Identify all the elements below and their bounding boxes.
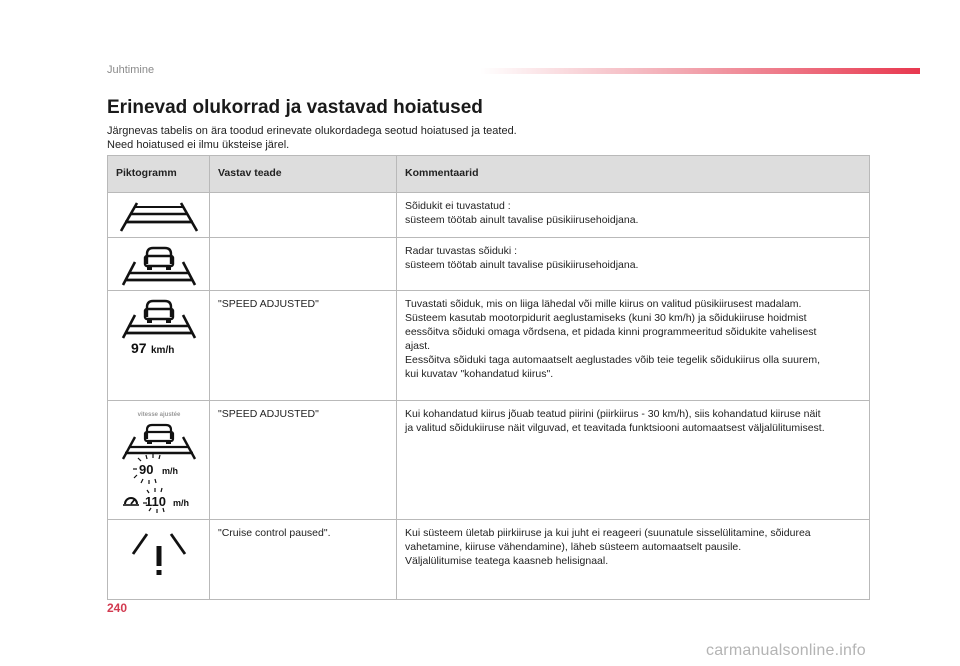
comment-line: Sõidukit ei tuvastatud : bbox=[405, 200, 511, 212]
column-header: Piktogramm bbox=[108, 156, 210, 193]
message-cell bbox=[210, 238, 397, 291]
vehicle-speed-icon bbox=[119, 297, 199, 357]
vehicle-detected-icon bbox=[119, 244, 199, 286]
cruise-paused-warning-icon bbox=[119, 526, 199, 578]
intro-text bbox=[107, 124, 517, 152]
comment-line: Kui süsteem ületab piirkiiruse ja kui juht ei reageeri (suunatule sisselülitamine, sõidurea bbox=[405, 527, 811, 539]
message-cell: "Cruise control paused". bbox=[210, 520, 397, 600]
table-row bbox=[108, 401, 870, 520]
section-label: Juhtimine bbox=[107, 64, 155, 76]
pictogram-cell bbox=[108, 193, 210, 238]
watermark[interactable]: carmanualsonline.info bbox=[706, 642, 866, 659]
intro-line: Järgnevas tabelis on ära toodud erinevate olukordadega seotud hoiatused ja teated. bbox=[107, 125, 517, 137]
intro-line: Need hoiatused ei ilmu üksteise järel. bbox=[107, 139, 290, 151]
comment-cell bbox=[397, 401, 870, 520]
comment-line: Tuvastati sõiduk, mis on liiga lähedal või mille kiirus on valitud püsikiirusest madalam. bbox=[405, 298, 802, 310]
table-row bbox=[108, 291, 870, 401]
message-cell bbox=[210, 193, 397, 238]
speed-value: 90 bbox=[138, 462, 153, 477]
table-header-row bbox=[108, 156, 870, 193]
lane-lines-icon bbox=[119, 199, 199, 233]
header-accent-bar bbox=[480, 68, 920, 74]
pictogram-cell bbox=[108, 238, 210, 291]
message-cell: "SPEED ADJUSTED" bbox=[210, 291, 397, 401]
comment-line: eessõitva sõiduki omaga võrdsena, et pidada kinni programmeeritud sõidukite vahelisest bbox=[405, 326, 817, 338]
comment-line: Kui kohandatud kiirus jõuab teatud piirini (piirkiirus - 30 km/h), siis kohandatud kiiruse näit bbox=[405, 408, 821, 420]
icon-caption: vitesse ajustée bbox=[137, 412, 180, 418]
speed-value: 110 bbox=[144, 494, 166, 509]
table-row bbox=[108, 193, 870, 238]
speed-unit: km/h bbox=[150, 345, 174, 356]
comment-line: Radar tuvastas sõiduki : bbox=[405, 245, 518, 257]
cruise-control-icon bbox=[123, 498, 139, 505]
comment-cell bbox=[397, 520, 870, 600]
page-number: 240 bbox=[107, 601, 128, 615]
pictogram-cell bbox=[108, 520, 210, 600]
table-row bbox=[108, 238, 870, 291]
speed-limit-blink-icon bbox=[117, 407, 201, 515]
pictogram-cell bbox=[108, 401, 210, 520]
comment-cell bbox=[397, 238, 870, 291]
warnings-table bbox=[107, 155, 870, 600]
comment-line: süsteem töötab ainult tavalise püsikiirusehoidjana. bbox=[405, 259, 639, 271]
message-cell: "SPEED ADJUSTED" bbox=[210, 401, 397, 520]
table-row bbox=[108, 520, 870, 600]
comment-line: Väljalülitumise teatega kaasneb helisignaal. bbox=[405, 555, 609, 567]
comment-line: süsteem töötab ainult tavalise püsikiirusehoidjana. bbox=[405, 214, 639, 226]
pictogram-cell bbox=[108, 291, 210, 401]
comment-line: ajast. bbox=[405, 340, 431, 352]
speed-unit: m/h bbox=[161, 466, 178, 476]
comment-line: Süsteem kasutab mootorpidurit aeglustamiseks (kuni 30 km/h) ja sõidukiiruse hoidmist bbox=[405, 312, 807, 324]
comment-cell bbox=[397, 291, 870, 401]
page-title: Erinevad olukorrad ja vastavad hoiatused bbox=[107, 97, 483, 118]
comment-line: ja valitud sõidukiiruse näit vilguvad, et teavitada funktsiooni automaatsest väljalülitumisest. bbox=[405, 422, 825, 434]
speed-unit: m/h bbox=[172, 498, 189, 508]
speed-value: 97 bbox=[130, 340, 147, 356]
comment-cell bbox=[397, 193, 870, 238]
comment-line: vahetamine, kiiruse vähendamine), läheb süsteem automaatselt pausile. bbox=[405, 541, 742, 553]
column-header: Vastav teade bbox=[210, 156, 397, 193]
comment-line: kui kuvatav "kohandatud kiirus". bbox=[405, 368, 554, 380]
column-header: Kommentaarid bbox=[397, 156, 870, 193]
comment-line: Eessõitva sõiduki taga automaatselt aeglustades võib teie tegelik sõidukiirus olla suurem, bbox=[405, 354, 820, 366]
